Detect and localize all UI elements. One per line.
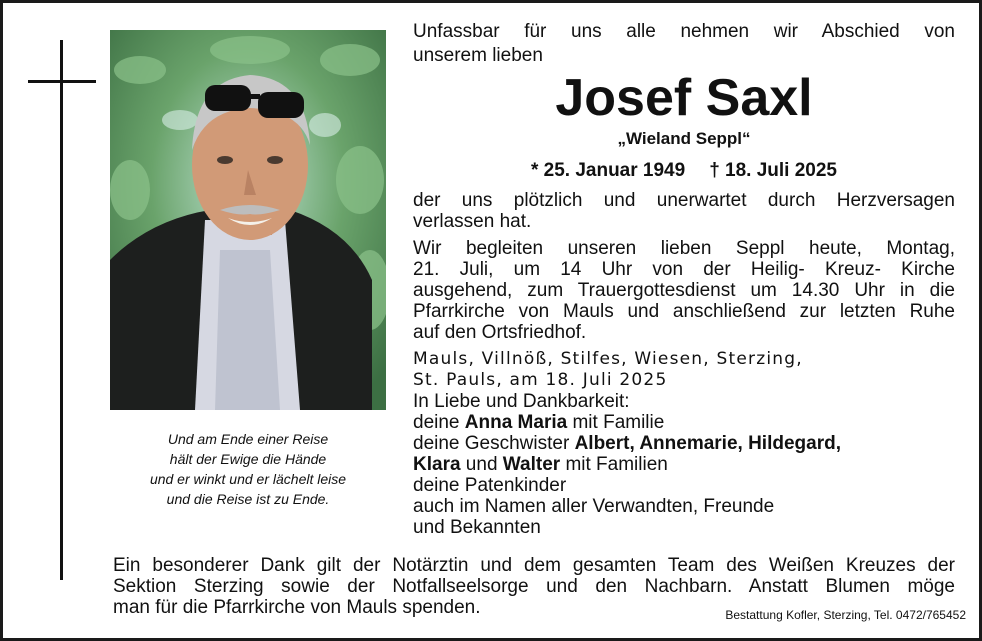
place-line: Mauls, Villnöß, Stilfes, Wiesen, Sterzing, [413, 349, 803, 369]
intro-line: Unfassbar für uns alle nehmen wir Abschied von [413, 21, 955, 42]
family-name: Klara [413, 454, 461, 475]
funeral-home-credit: Bestattung Kofler, Sterzing, Tel. 0472/765452 [725, 608, 966, 622]
notice-body [413, 190, 955, 538]
family-line [413, 412, 955, 433]
death-date: † 18. Juli 2025 [709, 160, 838, 181]
family-name: Albert, Annemarie, Hildegard, [574, 433, 841, 454]
cross-icon [60, 40, 63, 580]
nickname: „Wieland Seppl“ [617, 129, 751, 148]
body-line: 21. Juli, um 14 Uhr von der Heilig- Kreuz- Kirche [413, 259, 955, 280]
thanks-line: Ein besonderer Dank gilt der Notärztin und dem gesamten Team des Weißen Kreuzes der [113, 555, 955, 576]
place-line: St. Pauls, am 18. Juli 2025 [413, 370, 668, 390]
family-text: mit Familien [560, 454, 668, 475]
body-line: ausgehend, zum Trauergottesdienst um 14.30 Uhr in die [413, 280, 955, 301]
poem-line: und er winkt und er lächelt leise [149, 471, 347, 487]
poem-line: Und am Ende einer Reise [167, 431, 329, 447]
family-text: mit Familie [567, 412, 665, 433]
thanks-line: Sektion Sterzing sowie der Notfallseelsorge und den Nachbarn. Anstatt Blumen möge [113, 576, 955, 597]
birth-date: * 25. Januar 1949 [530, 160, 686, 181]
family-name: Walter [502, 454, 561, 475]
poem [110, 429, 386, 509]
family-name: Anna Maria [464, 412, 568, 433]
family-line: deine Patenkinder [413, 475, 567, 496]
family-text: deine [413, 412, 465, 433]
family-line [413, 433, 955, 454]
intro-line: unserem lieben [413, 45, 543, 66]
body-line: Pfarrkirche von Mauls und anschließend zur letzten Ruhe [413, 301, 955, 322]
cross-icon-bar [28, 80, 96, 83]
family-text: und [460, 454, 503, 475]
family-text: deine Geschwister [413, 433, 575, 454]
body-line: Wir begleiten unseren lieben Seppl heute, Montag, [413, 238, 955, 259]
body-line: der uns plötzlich und unerwartet durch Herzversagen [413, 190, 955, 211]
family-line: auch im Namen aller Verwandten, Freunde [413, 496, 775, 517]
thanks-line: man für die Pfarrkirche von Mauls spenden. [113, 597, 481, 618]
life-dates [413, 158, 955, 184]
body-line: auf den Ortsfriedhof. [413, 322, 587, 343]
portrait-photo [110, 30, 386, 410]
family-line: und Bekannten [413, 517, 541, 538]
body-line: verlassen hat. [413, 211, 532, 232]
love-line: In Liebe und Dankbarkeit: [413, 391, 630, 412]
deceased-name: Josef Saxl [555, 69, 813, 127]
poem-line: und die Reise ist zu Ende. [166, 491, 330, 507]
poem-line: hält der Ewige die Hände [169, 451, 327, 467]
intro [413, 20, 955, 68]
family-line [413, 454, 955, 475]
